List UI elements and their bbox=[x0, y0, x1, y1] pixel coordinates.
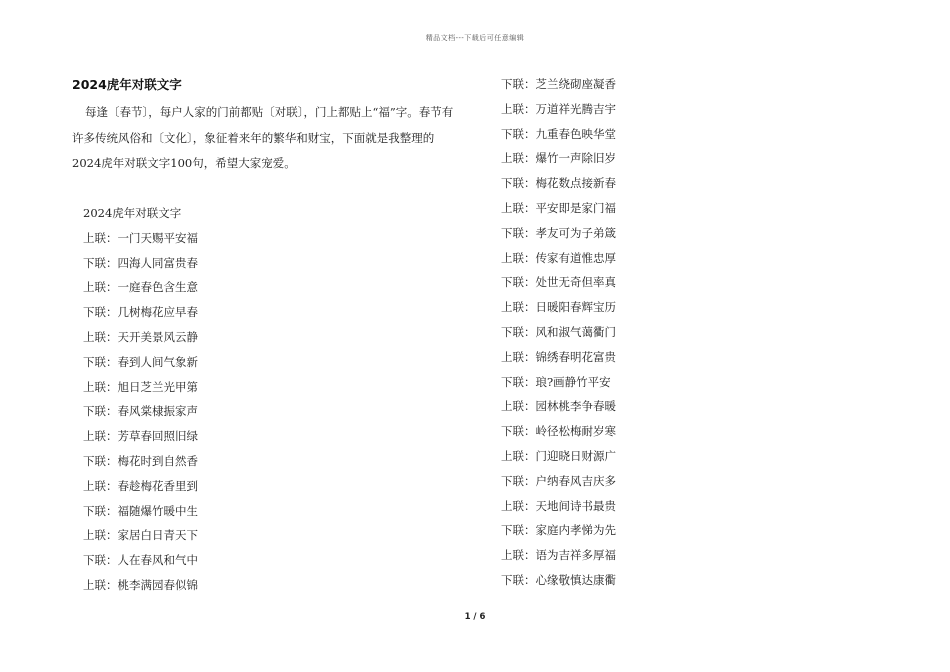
couplet-line: 上联：一门天赐平安福 bbox=[83, 230, 198, 245]
couplet-line: 下联：户纳春风吉庆多 bbox=[501, 473, 616, 488]
couplet-line: 上联：一庭春色含生意 bbox=[83, 280, 198, 295]
document-title: 2024虎年对联文字 bbox=[72, 77, 182, 92]
couplet-line: 上联：春趁梅花香里到 bbox=[83, 478, 198, 493]
couplet-line: 上联：锦绣春明花富贵 bbox=[501, 349, 616, 364]
couplet-line: 上联：桃李满园春似锦 bbox=[83, 577, 198, 592]
page-header-note: 精品文档---下载后可任意编辑 bbox=[425, 34, 525, 42]
couplet-line: 下联：家庭内孝悌为先 bbox=[501, 523, 616, 538]
couplet-line: 下联：人在春风和气中 bbox=[83, 553, 198, 568]
list-subheading: 2024虎年对联文字 bbox=[83, 206, 182, 220]
couplet-line: 上联：日暖阳春辉宝历 bbox=[501, 300, 616, 315]
couplet-line: 下联：岭径松梅耐岁寒 bbox=[501, 424, 616, 439]
couplet-line: 下联：梅花数点接新春 bbox=[501, 176, 616, 191]
couplet-line: 下联：芝兰绕砌座凝香 bbox=[501, 77, 616, 91]
couplet-line: 上联：爆竹一声除旧岁 bbox=[501, 151, 616, 166]
couplet-line: 上联：旭日芝兰光甲第 bbox=[83, 379, 198, 394]
couplet-list-right bbox=[501, 72, 616, 593]
couplet-line: 下联：处世无奇但率真 bbox=[501, 275, 616, 290]
couplet-line: 上联：门迎晓日财源广 bbox=[501, 448, 616, 463]
couplet-line: 上联：天地间诗书最贵 bbox=[501, 498, 616, 513]
couplet-line: 下联：九重春色映华堂 bbox=[501, 126, 616, 141]
couplet-line: 上联：家居白日青天下 bbox=[83, 528, 198, 543]
couplet-line: 上联：平安即是家门福 bbox=[501, 200, 616, 215]
couplet-line: 上联：芳草春回照旧绿 bbox=[83, 429, 198, 444]
couplet-line: 下联：琅?画静竹平安 bbox=[501, 374, 611, 389]
couplet-line: 下联：春到人间气象新 bbox=[83, 354, 198, 369]
couplet-line: 上联：万道祥光腾吉宇 bbox=[501, 101, 616, 116]
couplet-line: 下联：福随爆竹暖中生 bbox=[83, 503, 198, 518]
intro-paragraph: 每逢〔春节〕，每户人家的门前都贴〔对联〕，门上都贴上“福”字。春节有许多传统风俗和〔文化〕，象征着来年的繁华和财宝，下面就是我整理的2024虎年对联文字100句，希望大家宠爱。 bbox=[72, 105, 454, 170]
couplet-line: 上联：传家有道惟忠厚 bbox=[501, 250, 616, 265]
couplet-line: 上联：天开美景风云静 bbox=[83, 329, 198, 344]
couplet-line: 下联：春风棠棣振家声 bbox=[83, 404, 198, 419]
couplet-line: 下联：几树梅花应早春 bbox=[83, 305, 198, 320]
couplet-line: 下联：四海人同富贵春 bbox=[83, 255, 198, 270]
couplet-line: 下联：风和淑气蔼衢门 bbox=[501, 324, 616, 339]
couplet-line: 上联：园林桃李争春暖 bbox=[501, 399, 616, 414]
page-number: 1 / 6 bbox=[464, 612, 486, 622]
couplet-line: 下联：梅花时到自然香 bbox=[83, 453, 198, 468]
couplet-line: 上联：语为吉祥多厚福 bbox=[501, 548, 616, 563]
couplet-line: 下联：心缘敬慎达康衢 bbox=[501, 572, 616, 587]
couplet-line: 下联：孝友可为子弟箴 bbox=[501, 225, 616, 240]
couplet-list-left bbox=[83, 201, 198, 598]
